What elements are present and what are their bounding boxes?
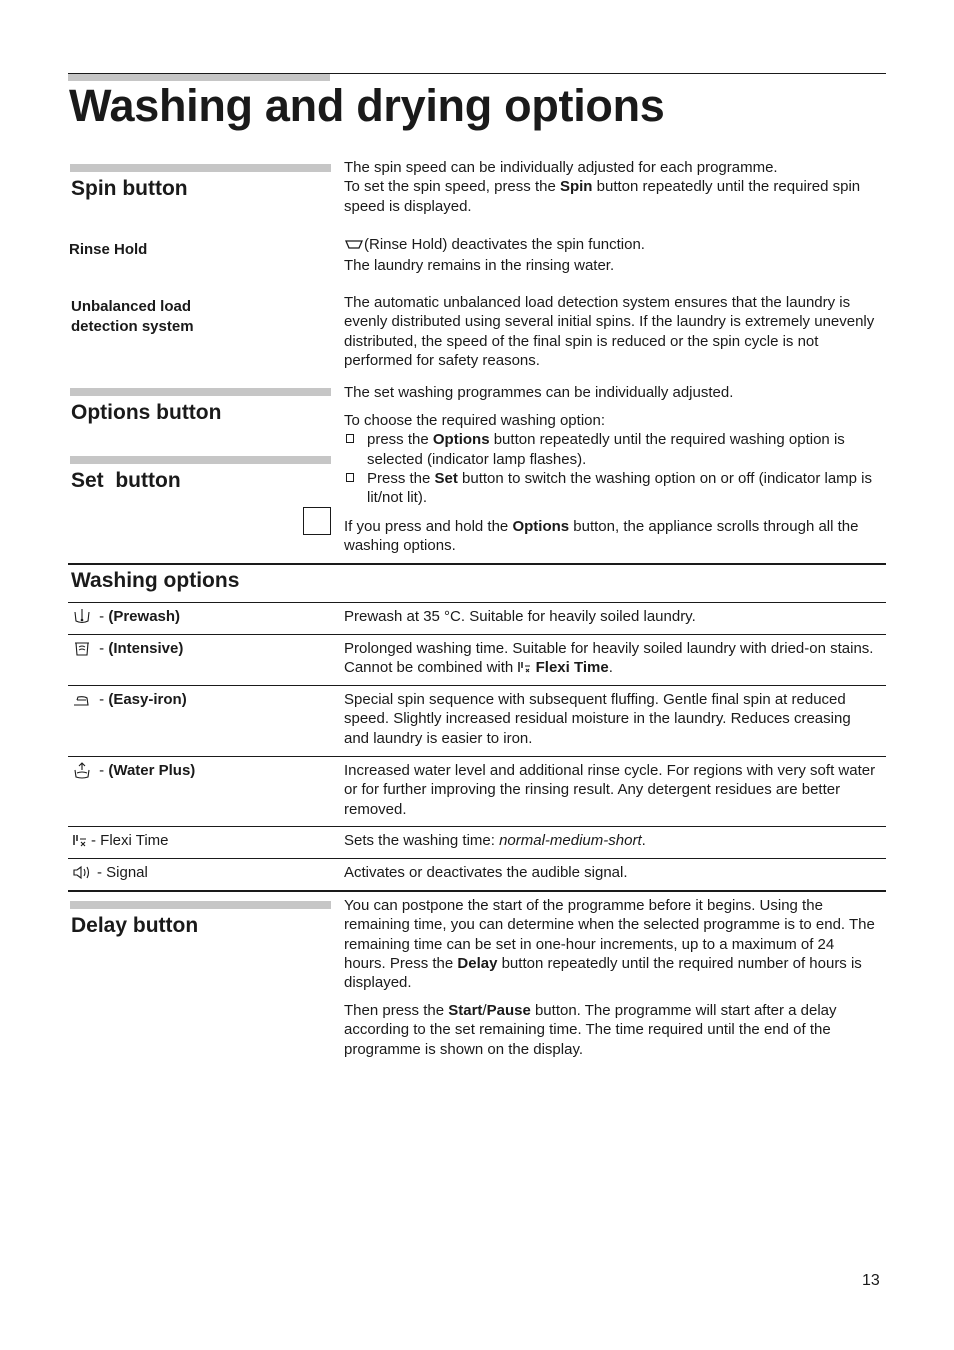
option-signal-text: Activates or deactivates the audible signal. [344,864,628,881]
options-bullet-list [344,430,878,507]
washing-options-heading: Washing options [71,569,240,592]
option-flexi-time-label: - Flexi Time [72,831,169,850]
washing-options-bottom-rule [68,890,886,892]
rinse-hold-text: (Rinse Hold) deactivates the spin function. The laundry remains in the rinsing water. [344,236,645,275]
flexi-time-icon [517,660,531,679]
row-divider [68,858,886,859]
rinse-hold-icon [344,237,364,256]
delay-heading: Delay button [71,914,199,937]
row-divider [68,756,886,757]
options-choose: To choose the required washing option: [344,412,606,429]
spin-text: The spin speed can be individually adjusted for each programme. To set the spin speed, press the Spin button repeatedly until the required spin speed is displayed. [344,159,861,215]
option-easy-iron-text: Special spin sequence with subsequent fluffing. Gentle final spin at reduced speed. Slightly increased residual moisture in the laundry. Reduces creasing and laundry is easier to iron. [344,691,851,747]
flexi-time-icon [72,832,88,850]
option-signal-label: - Signal [72,863,148,882]
set-section-bar [70,456,331,464]
prewash-icon [72,608,92,626]
options-section-bar [70,388,331,396]
delay-section-bar [70,901,331,909]
option-flexi-time-text: Sets the washing time: normal-medium-short. [344,832,646,849]
washing-options-header-rule [68,602,886,603]
set-heading: Set button [71,469,181,492]
options-bullet-1: press the Options button repeatedly until the required washing option is selected (indicator lamp flashes). [344,430,878,469]
spin-text-line1: The spin speed can be individually adjusted for each programme. [344,159,778,176]
page-title: Washing and drying options [69,80,665,131]
row-divider [68,685,886,686]
options-instructions [344,411,878,507]
unbalanced-heading: Unbalanced load detection system [71,298,194,335]
options-intro: The set washing programmes can be individually adjusted. [344,384,734,401]
intensive-icon [72,640,92,658]
water-plus-icon [72,762,92,780]
option-easy-iron-label: - (Easy-iron) [72,690,187,709]
title-rule [68,73,886,74]
delay-para-2: Then press the Start/Pause button. The programme will start after a delay according to the set remaining time. The time required until the end of the programme is shown on the display. [344,1002,837,1058]
checkbox-bullet-icon [346,434,354,443]
washing-options-top-rule [68,563,886,565]
options-hold-text: If you press and hold the Options button, the appliance scrolls through all the washing options. [344,518,859,555]
row-divider [68,634,886,635]
option-prewash-text: Prewash at 35 °C. Suitable for heavily soiled laundry. [344,608,696,625]
spin-section-bar [70,164,331,172]
option-prewash-label: - (Prewash) [72,607,180,626]
option-water-plus-label: - (Water Plus) [72,761,195,780]
unbalanced-text: The automatic unbalanced load detection system ensures that the laundry is evenly distributed using several initial spins. If the laundry is extremely unevenly distributed, the speed of the final spin is reduced or the spin cycle is not performed for safety reasons. [344,294,875,369]
option-intensive-text: Prolonged washing time. Suitable for heavily soiled laundry with dried-on stains. Cannot be combined with Flexi Time. [344,639,878,680]
option-water-plus-text: Increased water level and additional rinse cycle. For regions with very soft water or for further improving the rinsing result. Any detergent residues are better removed. [344,762,876,818]
easy-iron-icon [72,691,92,709]
row-divider [68,826,886,827]
checkbox-bullet-icon [346,473,354,482]
signal-icon [72,864,94,882]
delay-para-1: You can postpone the start of the programme before it begins. Using the remaining time, you can determine when the selected programme is to end. The remaining time can be set in one-hour increments, up to a maximum of 24 hours. Press the Delay button repeatedly until the required number of hours is displayed. [344,897,875,992]
rinse-hold-heading: Rinse Hold [69,241,148,258]
page-number: 13 [862,1272,880,1289]
set-button-icon [303,507,331,535]
spin-heading: Spin button [71,177,188,200]
options-heading: Options button [71,401,222,424]
option-intensive-label: - (Intensive) [72,639,183,658]
options-bullet-2: Press the Set button to switch the washing option on or off (indicator lamp is lit/not lit). [344,469,878,508]
